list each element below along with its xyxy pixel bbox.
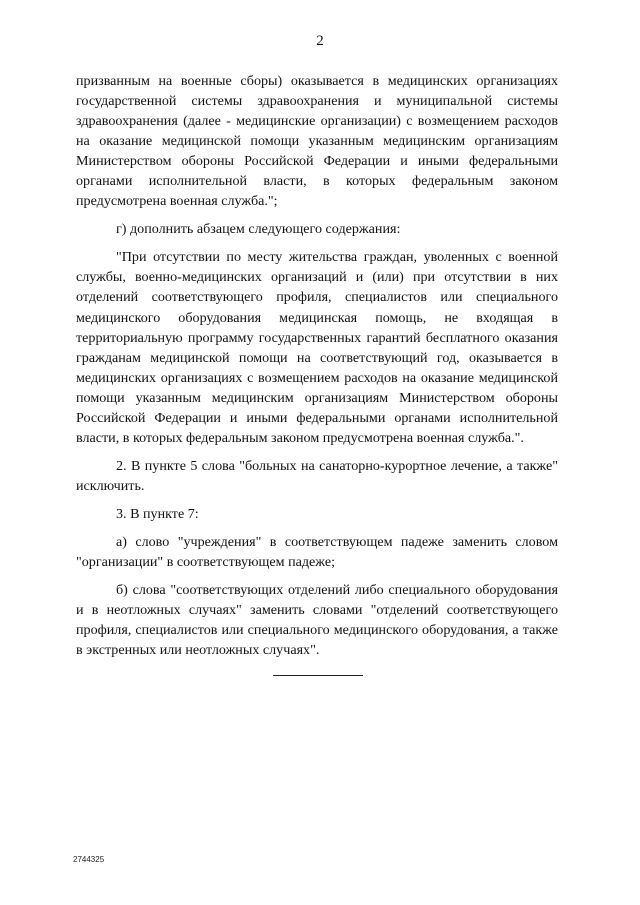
paragraph-quoted-text: "При отсутствии по месту жительства граждан, уволенных с военной службы, военно-медицинских организаций и (или) при отсутствии в них отделений соответствующего профиля, специалистов или специального медицинского оборудования медицинская помощь, не входящая в территориальную программу государственных гарантий бесплатного оказания гражданам медицинской помощи на соответствующий год, оказывается в медицинских организациях с возмещением расходов на оказание медицинской помощи указанным медицинским организациям Министерством обороны Российской Федерации и иными федеральными органами исполнительной власти, в которых федеральным законом предусмотрена военная служба.". <box>76 249 558 446</box>
paragraph-item-g: г) дополнить абзацем следующего содержания: <box>116 221 401 238</box>
page-number: 2 <box>316 33 324 49</box>
paragraph-point-2: 2. В пункте 5 слова "больных на санаторно-курортное лечение, а также" исключить. <box>76 457 558 494</box>
paragraph-item-a: а) слово "учреждения" в соответствующем падеже заменить словом "организации" в соответствующем падеже; <box>76 533 558 571</box>
document-code: 2744325 <box>73 855 105 864</box>
document-body <box>76 71 558 668</box>
paragraph-point-3: 3. В пункте 7: <box>116 505 199 522</box>
paragraph-continuation: призванным на военные сборы) оказывается в медицинских организациях государственной системы здравоохранения и муниципальной системы здравоохранения (далее - медицинские организации) с возмещением расходов на оказание медицинской помощи указанным медицинским организациям Министерством обороны Российской Федерации и иными федеральными органами исполнительной власти, в которых федеральным законом предусмотрена военная служба."; <box>76 73 558 210</box>
paragraph-item-b: б) слова "соответствующих отделений либо специального оборудования и в неотложных случаях" заменить словами "отделений соответствующего профиля, специалистов или специального медицинского оборудования, а также в экстренных или неотложных случаях". <box>76 582 558 659</box>
end-separator-line <box>273 675 363 676</box>
